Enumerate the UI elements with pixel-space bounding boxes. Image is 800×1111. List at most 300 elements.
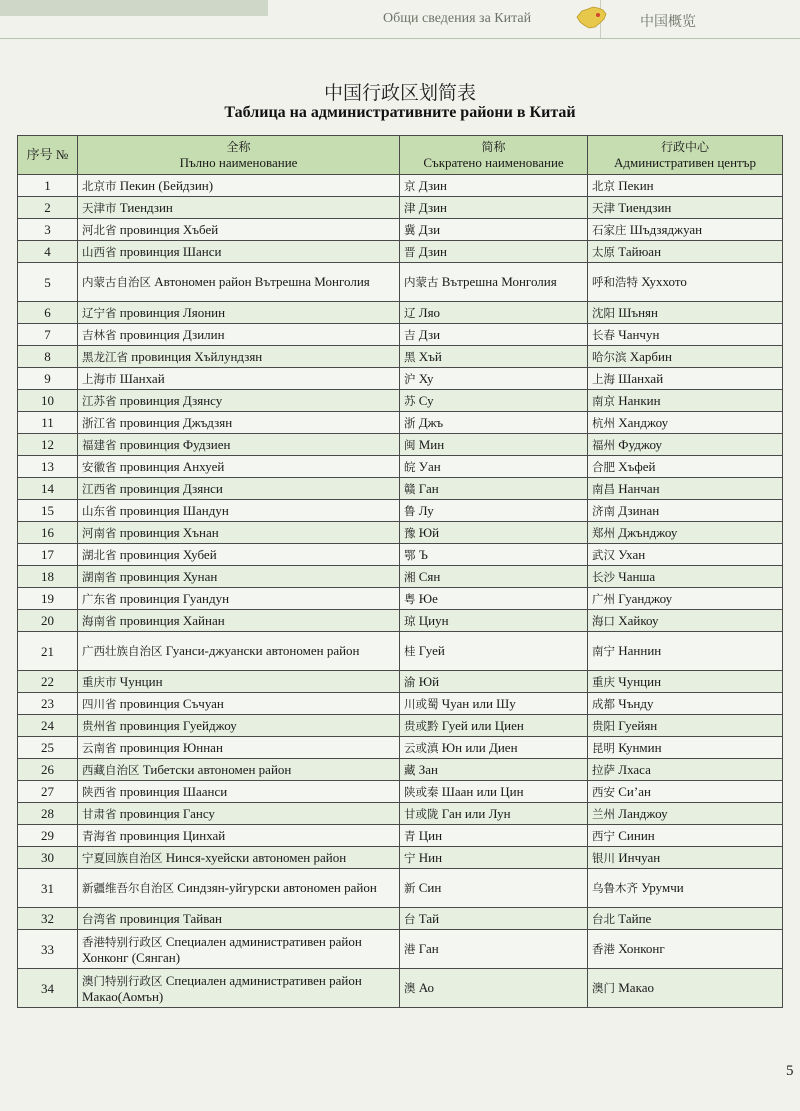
cell-short-name [400, 781, 588, 803]
cell-short-name [400, 671, 588, 693]
cell-num [18, 197, 78, 219]
table-row [18, 737, 783, 759]
cell-admin-center-center-bg: Си’ан [618, 783, 651, 799]
cell-full-name [78, 566, 400, 588]
cell-full-name-full-bg: провинция Цинхай [119, 827, 226, 843]
cell-full-name-full-bg: провинция Хайнан [119, 612, 225, 628]
cell-short-name [400, 544, 588, 566]
cell-full-name-full-zh: 北京市 [82, 178, 117, 193]
table-row [18, 478, 783, 500]
cell-short-name-short-bg: Ган или Лун [441, 805, 511, 821]
cell-short-name-short-zh: 青 [404, 828, 416, 843]
cell-short-name-short-bg: Юн или Диен [441, 739, 518, 755]
cell-num-num: 18 [41, 569, 54, 584]
cell-full-name-full-bg: провинция Гуейджоу [119, 717, 237, 733]
cell-num-num: 16 [41, 525, 54, 540]
cell-admin-center [588, 803, 783, 825]
cell-admin-center-center-bg: Кунмин [618, 739, 662, 755]
cell-admin-center-center-zh: 杭州 [592, 415, 615, 430]
cell-num [18, 737, 78, 759]
cell-full-name-full-zh: 山东省 [82, 503, 117, 518]
cell-short-name [400, 175, 588, 197]
cell-full-name-full-bg: Синдзян-уйгурски автономен район [177, 880, 377, 895]
cell-full-name-full-zh: 广东省 [82, 591, 117, 606]
cell-admin-center-center-bg: Шъдзяджуан [629, 221, 703, 237]
page-title-cn: 中国行政区划简表 [323, 82, 476, 104]
cell-admin-center-center-bg: Хайкоу [618, 612, 659, 628]
cell-num-num: 32 [41, 911, 54, 926]
cell-short-name [400, 930, 588, 969]
cell-full-name-full-bg: Специален административен район Макао(Аомън) [82, 972, 362, 1004]
cell-full-name-full-bg: провинция Хънан [119, 524, 219, 540]
cell-admin-center [588, 456, 783, 478]
cell-short-name [400, 263, 588, 302]
cell-admin-center-center-bg: Нанкин [618, 392, 661, 408]
cell-num [18, 390, 78, 412]
cell-full-name-full-zh: 西藏自治区 [82, 762, 140, 777]
cell-short-name [400, 715, 588, 737]
running-header-bg: Общи сведения за Китай [383, 11, 532, 26]
cell-admin-center-center-zh: 长沙 [592, 569, 615, 584]
cell-admin-center [588, 478, 783, 500]
cell-short-name-short-zh: 黑 [404, 349, 416, 364]
cell-admin-center-center-bg: Синин [618, 827, 655, 843]
cell-full-name [78, 781, 400, 803]
cell-full-name-full-zh: 新疆维吾尔自治区 [82, 881, 174, 895]
cell-short-name [400, 346, 588, 368]
cell-short-name-short-bg: Ао [418, 980, 434, 995]
cell-short-name [400, 456, 588, 478]
cell-num [18, 263, 78, 302]
cell-num [18, 566, 78, 588]
table-row [18, 969, 783, 1008]
cell-full-name-full-bg: Тибетски автономен район [142, 761, 292, 777]
table-body [18, 175, 783, 1008]
cell-short-name [400, 969, 588, 1008]
cell-full-name [78, 632, 400, 671]
cell-admin-center-center-bg: Ханджоу [618, 414, 669, 430]
cell-num-num: 9 [44, 371, 51, 386]
cell-admin-center-center-zh: 乌鲁木齐 [592, 881, 638, 895]
cell-full-name [78, 737, 400, 759]
cell-full-name-full-zh: 香港特别行政区 [82, 934, 163, 949]
cell-full-name-full-zh: 陕西省 [82, 784, 117, 799]
cell-full-name [78, 825, 400, 847]
table-row [18, 715, 783, 737]
cell-admin-center-center-zh: 长春 [592, 327, 615, 342]
cell-num-num: 17 [41, 547, 54, 562]
cell-num-num: 6 [44, 305, 51, 320]
cell-admin-center-center-zh: 成都 [592, 696, 615, 711]
cell-short-name-short-bg: Син [418, 880, 442, 895]
cell-short-name-short-bg: Ъ [418, 546, 428, 562]
cell-full-name-full-bg: провинция Дзилин [119, 326, 225, 342]
table-row [18, 263, 783, 302]
cell-num [18, 522, 78, 544]
page-title-bg: Таблица на административните райони в Китай [224, 104, 576, 121]
cell-full-name-full-bg: Специален административен район Хонконг (Сянган) [82, 933, 362, 965]
table-row [18, 241, 783, 263]
cell-admin-center [588, 412, 783, 434]
cell-short-name [400, 324, 588, 346]
cell-short-name-short-bg: Хъй [418, 348, 442, 364]
header-full-name: 全称 Пълно наименование [78, 136, 400, 175]
cell-admin-center [588, 930, 783, 969]
cell-full-name-full-zh: 河南省 [82, 525, 117, 540]
cell-admin-center-center-bg: Тиендзин [618, 199, 672, 215]
cell-full-name-full-bg: провинция Анхуей [119, 458, 225, 474]
table-row [18, 434, 783, 456]
cell-short-name-short-zh: 皖 [404, 459, 416, 474]
cell-full-name [78, 969, 400, 1008]
cell-full-name [78, 803, 400, 825]
cell-num-num: 25 [41, 740, 54, 755]
table-row [18, 500, 783, 522]
cell-short-name-short-bg: Гуей [418, 643, 445, 658]
cell-admin-center-center-zh: 澳门 [592, 981, 615, 995]
cell-full-name-full-bg: Тиендзин [119, 199, 173, 215]
cell-full-name-full-zh: 湖南省 [82, 569, 117, 584]
cell-admin-center-center-bg: Нанчан [618, 480, 660, 496]
cell-short-name [400, 759, 588, 781]
cell-admin-center-center-zh: 兰州 [592, 806, 615, 821]
cell-full-name [78, 610, 400, 632]
cell-full-name-full-zh: 重庆市 [82, 674, 117, 689]
cell-full-name-full-zh: 台湾省 [82, 911, 117, 926]
table-row [18, 847, 783, 869]
cell-num [18, 930, 78, 969]
cell-num-num: 27 [41, 784, 54, 799]
page-number: 5 [786, 1063, 794, 1079]
cell-admin-center-center-zh: 银川 [592, 850, 615, 865]
table-row [18, 908, 783, 930]
cell-full-name-full-bg: провинция Дзянсу [119, 392, 223, 408]
cell-short-name-short-zh: 闽 [404, 437, 416, 452]
cell-num [18, 478, 78, 500]
cell-short-name-short-zh: 琼 [404, 613, 416, 628]
running-header-cn: 中国概览 [640, 14, 696, 30]
cell-short-name-short-bg: Вътрешна Монголия [441, 274, 557, 289]
cell-short-name-short-zh: 宁 [404, 850, 416, 865]
cell-num-num: 34 [41, 980, 54, 996]
cell-short-name-short-bg: Су [418, 392, 434, 408]
cell-full-name-full-zh: 宁夏回族自治区 [82, 850, 163, 865]
table-row [18, 869, 783, 908]
table-row [18, 412, 783, 434]
table-row [18, 781, 783, 803]
cell-num [18, 610, 78, 632]
cell-full-name [78, 759, 400, 781]
cell-num [18, 847, 78, 869]
cell-short-name-short-zh: 粤 [404, 591, 416, 606]
cell-num-num: 3 [44, 222, 51, 237]
table-row [18, 324, 783, 346]
cell-admin-center [588, 324, 783, 346]
cell-short-name-short-bg: Сян [418, 568, 441, 584]
cell-num [18, 412, 78, 434]
header-short-name: 简称 Съкратено наименование [400, 136, 588, 175]
cell-full-name [78, 390, 400, 412]
cell-full-name-full-zh: 江西省 [82, 481, 117, 496]
cell-admin-center [588, 869, 783, 908]
cell-admin-center-center-zh: 广州 [592, 591, 615, 606]
header-num: 序号 № [18, 136, 78, 175]
cell-num-num: 14 [41, 481, 54, 496]
cell-short-name-short-zh: 新 [404, 881, 416, 895]
cell-admin-center-center-zh: 南京 [592, 393, 615, 408]
cell-num [18, 781, 78, 803]
cell-full-name [78, 175, 400, 197]
cell-short-name-short-zh: 津 [404, 200, 416, 215]
cell-admin-center-center-bg: Чанчун [618, 326, 660, 342]
cell-num-num: 19 [41, 591, 54, 606]
cell-admin-center-center-zh: 济南 [592, 503, 615, 518]
cell-num [18, 302, 78, 324]
cell-short-name-short-zh: 冀 [404, 222, 416, 237]
cell-short-name-short-zh: 港 [404, 942, 416, 956]
cell-admin-center-center-zh: 武汉 [592, 547, 615, 562]
cell-num [18, 324, 78, 346]
cell-admin-center [588, 610, 783, 632]
cell-full-name-full-bg: Чунцин [119, 673, 163, 689]
cell-short-name-short-bg: Чуан или Шу [441, 695, 516, 711]
cell-full-name [78, 219, 400, 241]
cell-short-name-short-bg: Джъ [418, 414, 444, 430]
cell-admin-center-center-zh: 台北 [592, 911, 615, 926]
cell-num-num: 12 [41, 437, 54, 452]
cell-admin-center-center-bg: Чънду [618, 695, 654, 711]
cell-short-name-short-zh: 桂 [404, 644, 416, 658]
cell-short-name-short-zh: 川或蜀 [404, 696, 439, 711]
cell-admin-center-center-zh: 海口 [592, 613, 615, 628]
cell-admin-center-center-zh: 南宁 [592, 644, 615, 658]
cell-full-name-full-zh: 河北省 [82, 222, 117, 237]
cell-full-name [78, 434, 400, 456]
cell-full-name-full-zh: 吉林省 [82, 327, 117, 342]
table-row [18, 930, 783, 969]
cell-full-name [78, 241, 400, 263]
table-row [18, 544, 783, 566]
cell-admin-center [588, 522, 783, 544]
cell-num [18, 803, 78, 825]
cell-admin-center-center-bg: Джънджоу [618, 524, 678, 540]
cell-num [18, 544, 78, 566]
cell-admin-center-center-zh: 沈阳 [592, 305, 615, 320]
cell-short-name-short-zh: 赣 [404, 481, 416, 496]
cell-admin-center-center-bg: Лхаса [618, 761, 651, 777]
cell-full-name-full-bg: провинция Джъдзян [119, 414, 233, 430]
cell-admin-center-center-bg: Урумчи [641, 880, 684, 895]
table-row [18, 346, 783, 368]
cell-admin-center [588, 715, 783, 737]
cell-full-name-full-bg: провинция Юннан [119, 739, 223, 755]
cell-short-name [400, 434, 588, 456]
cell-admin-center-center-zh: 香港 [592, 942, 615, 956]
cell-short-name-short-zh: 云或滇 [404, 740, 439, 755]
cell-admin-center-center-zh: 上海 [592, 371, 615, 386]
cell-num [18, 825, 78, 847]
cell-short-name-short-bg: Ляо [418, 304, 441, 320]
cell-admin-center [588, 566, 783, 588]
cell-short-name-short-zh: 鄂 [404, 547, 416, 562]
cell-short-name-short-zh: 甘或陇 [404, 806, 439, 821]
cell-admin-center-center-zh: 拉萨 [592, 762, 615, 777]
cell-admin-center-center-bg: Чанша [618, 568, 656, 584]
cell-num-num: 13 [41, 459, 54, 474]
cell-num-num: 1 [44, 178, 51, 193]
cell-short-name-short-zh: 内蒙古 [404, 275, 439, 289]
cell-full-name-full-bg: провинция Гуандун [119, 590, 230, 606]
cell-full-name-full-zh: 青海省 [82, 828, 117, 843]
cell-admin-center-center-bg: Инчуан [618, 849, 661, 865]
cell-num-num: 30 [41, 850, 54, 865]
china-map-icon [574, 5, 608, 31]
table-row [18, 219, 783, 241]
cell-full-name-full-bg: провинция Хъйлундзян [131, 348, 263, 364]
cell-admin-center [588, 693, 783, 715]
cell-short-name [400, 500, 588, 522]
admin-divisions-table [17, 135, 783, 1008]
cell-num-num: 4 [44, 244, 51, 259]
cell-full-name-full-zh: 内蒙古自治区 [82, 275, 151, 289]
cell-admin-center-center-bg: Тайпе [618, 910, 652, 926]
cell-num-num: 15 [41, 503, 54, 518]
cell-full-name-full-zh: 甘肃省 [82, 806, 117, 821]
cell-full-name [78, 715, 400, 737]
cell-admin-center [588, 346, 783, 368]
cell-short-name-short-zh: 吉 [404, 327, 416, 342]
cell-full-name [78, 544, 400, 566]
table-row [18, 302, 783, 324]
cell-num-num: 31 [41, 880, 54, 896]
cell-full-name-full-bg: провинция Дзянси [119, 480, 223, 496]
cell-short-name-short-bg: Дзи [418, 221, 441, 237]
cell-short-name-short-bg: Нин [418, 849, 443, 865]
cell-short-name-short-bg: Дзин [418, 199, 447, 215]
cell-num [18, 219, 78, 241]
cell-admin-center-center-zh: 北京 [592, 178, 615, 193]
cell-admin-center [588, 671, 783, 693]
cell-admin-center [588, 368, 783, 390]
cell-admin-center-center-bg: Шанхай [618, 370, 664, 386]
cell-short-name-short-zh: 浙 [404, 415, 416, 430]
table-row [18, 610, 783, 632]
cell-admin-center-center-zh: 重庆 [592, 674, 615, 689]
cell-admin-center-center-bg: Шънян [618, 304, 658, 320]
cell-full-name [78, 671, 400, 693]
cell-admin-center [588, 390, 783, 412]
table-row [18, 825, 783, 847]
cell-full-name [78, 368, 400, 390]
cell-full-name-full-zh: 山西省 [82, 244, 117, 259]
cell-admin-center-center-zh: 南昌 [592, 481, 615, 496]
cell-full-name-full-bg: провинция Съчуан [119, 695, 224, 711]
cell-admin-center-center-zh: 福州 [592, 437, 615, 452]
table-row [18, 522, 783, 544]
table-row [18, 390, 783, 412]
cell-full-name-full-zh: 广西壮族自治区 [82, 644, 163, 658]
cell-admin-center [588, 737, 783, 759]
admin-divisions-table-container [17, 135, 782, 1008]
cell-short-name-short-bg: Ган [418, 941, 439, 956]
cell-short-name-short-bg: Циун [418, 612, 449, 628]
cell-full-name [78, 522, 400, 544]
cell-admin-center-center-bg: Ланджоу [618, 805, 668, 821]
cell-short-name-short-bg: Тай [418, 910, 440, 926]
cell-short-name-short-zh: 澳 [404, 981, 416, 995]
cell-admin-center-center-zh: 天津 [592, 200, 615, 215]
cell-full-name [78, 456, 400, 478]
cell-full-name [78, 346, 400, 368]
cell-num-num: 29 [41, 828, 54, 843]
cell-admin-center-center-bg: Гуанджоу [618, 590, 673, 606]
cell-num [18, 500, 78, 522]
cell-num-num: 5 [44, 274, 51, 290]
cell-admin-center-center-zh: 贵阳 [592, 718, 615, 733]
table-row [18, 693, 783, 715]
cell-num-num: 10 [41, 393, 54, 408]
cell-num [18, 969, 78, 1008]
cell-short-name-short-bg: Уан [418, 458, 441, 474]
cell-short-name-short-zh: 苏 [404, 393, 416, 408]
cell-short-name [400, 908, 588, 930]
cell-full-name-full-bg: провинция Фудзиен [119, 436, 231, 452]
cell-num-num: 21 [41, 643, 54, 659]
cell-admin-center-center-zh: 合肥 [592, 459, 615, 474]
cell-short-name [400, 693, 588, 715]
header-band [0, 0, 268, 16]
cell-admin-center-center-bg: Ухан [618, 546, 646, 562]
table-row [18, 456, 783, 478]
table-row [18, 759, 783, 781]
cell-admin-center-center-bg: Пекин [618, 177, 654, 193]
cell-admin-center-center-bg: Тайюан [618, 243, 662, 259]
cell-full-name-full-zh: 福建省 [82, 437, 117, 452]
cell-admin-center-center-zh: 哈尔滨 [592, 349, 627, 364]
table-row [18, 197, 783, 219]
cell-num [18, 175, 78, 197]
cell-admin-center [588, 632, 783, 671]
cell-short-name-short-bg: Юе [418, 590, 438, 606]
cell-full-name-full-bg: провинция Гансу [119, 805, 215, 821]
cell-short-name-short-zh: 台 [404, 911, 416, 926]
cell-num-num: 8 [44, 349, 51, 364]
table-row [18, 632, 783, 671]
cell-short-name [400, 566, 588, 588]
cell-num-num: 11 [41, 415, 54, 430]
cell-admin-center-center-bg: Фуджоу [618, 436, 662, 452]
cell-short-name-short-bg: Дзин [418, 177, 447, 193]
cell-short-name-short-zh: 藏 [404, 762, 416, 777]
cell-full-name-full-zh: 黑龙江省 [82, 349, 128, 364]
header-rule [0, 38, 800, 39]
cell-admin-center-center-bg: Хонконг [618, 941, 665, 956]
cell-num [18, 715, 78, 737]
cell-admin-center [588, 847, 783, 869]
cell-short-name-short-bg: Цин [418, 827, 443, 843]
cell-full-name-full-bg: Нинся-хуейски автономен район [165, 849, 347, 865]
cell-admin-center [588, 175, 783, 197]
cell-admin-center [588, 588, 783, 610]
cell-short-name-short-zh: 湘 [404, 569, 416, 584]
cell-num [18, 671, 78, 693]
cell-full-name-full-zh: 云南省 [82, 740, 117, 755]
cell-full-name-full-bg: провинция Ляонин [119, 304, 226, 320]
cell-admin-center-center-bg: Наннин [618, 643, 662, 658]
cell-full-name [78, 847, 400, 869]
cell-full-name-full-zh: 浙江省 [82, 415, 117, 430]
cell-short-name-short-bg: Ган [418, 480, 439, 496]
